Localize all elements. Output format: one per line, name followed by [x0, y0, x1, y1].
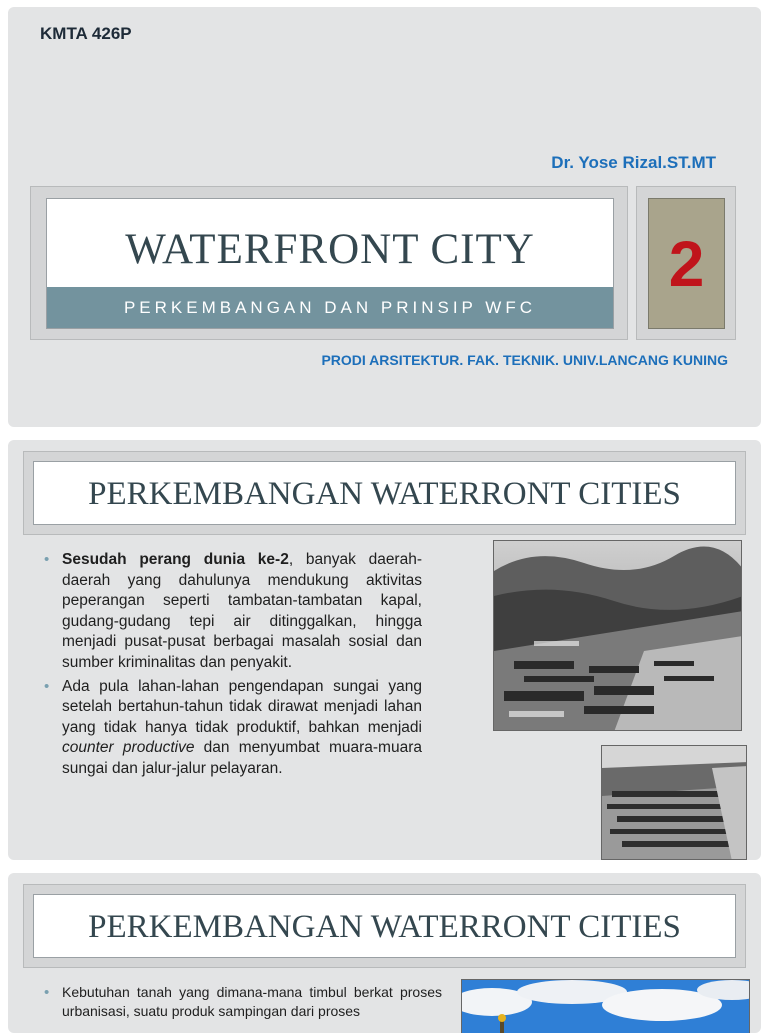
- course-code: KMTA 426P: [40, 24, 132, 43]
- bullet-text: Ada pula lahan-lahan pengendapan sungai yang setelah bertahun-tahun tidak dirawat menjadi lahan yang tidak hanya tidak produktif, bahkan menjadi: [62, 677, 422, 736]
- bullet-text: Kebutuhan tanah yang dimana-mana timbul berkat proses urbanisasi, suatu produk sampingan dari proses: [62, 984, 442, 1019]
- chapter-number: 2: [648, 198, 725, 329]
- heading-frame: [23, 451, 746, 535]
- slide-perkembangan-2: [8, 873, 761, 1033]
- slide-perkembangan-1: [8, 440, 761, 860]
- author-name: Dr. Yose Rizal.ST.MT: [551, 153, 716, 172]
- bullet-item: [42, 550, 422, 674]
- bullet-bold-text: Sesudah perang dunia ke-2: [62, 551, 289, 568]
- institution-line: PRODI ARSITEKTUR. FAK. TEKNIK. UNIV.LANCANG KUNING: [321, 352, 728, 368]
- bullet-dot: •: [44, 984, 50, 1001]
- bullet-dot: •: [44, 677, 50, 695]
- harbor-aerial-photo: [493, 540, 742, 731]
- bullet-list: [42, 550, 422, 783]
- main-title: WATERFRONT CITY: [125, 226, 535, 273]
- slide-title: [8, 7, 761, 427]
- bullet-item: [42, 677, 422, 780]
- bullet-text: , banyak daerah-daerah yang dahulunya mendukung aktivitas peperangan seperti tambatan-tambatan kapal, gudang-gudang tepi air ditinggalkan, hingga menjadi pusat-pusat berbagai masalah sosial dan sumber kriminalitas dan penyakit.: [62, 551, 422, 671]
- docks-photo: [601, 745, 747, 860]
- slide-heading: PERKEMBANGAN WATERRONT CITIES: [33, 894, 736, 958]
- title-box: [46, 198, 614, 329]
- heading-frame: [23, 884, 746, 968]
- bullet-dot: •: [44, 551, 50, 568]
- sky-city-photo: [461, 979, 750, 1033]
- bullet-text: dan menyumbat muara-muara sungai dan jalur-jalur pelayaran.: [62, 739, 422, 777]
- subtitle-band: PERKEMBANGAN DAN PRINSIP WFC: [47, 287, 613, 328]
- bullet-italic-text: counter productive: [62, 739, 195, 757]
- title-frame: [30, 186, 628, 340]
- bullet-item: [42, 983, 442, 1021]
- bullet-list: [42, 983, 442, 1024]
- number-frame: [636, 186, 736, 340]
- slide-heading: PERKEMBANGAN WATERRONT CITIES: [33, 461, 736, 525]
